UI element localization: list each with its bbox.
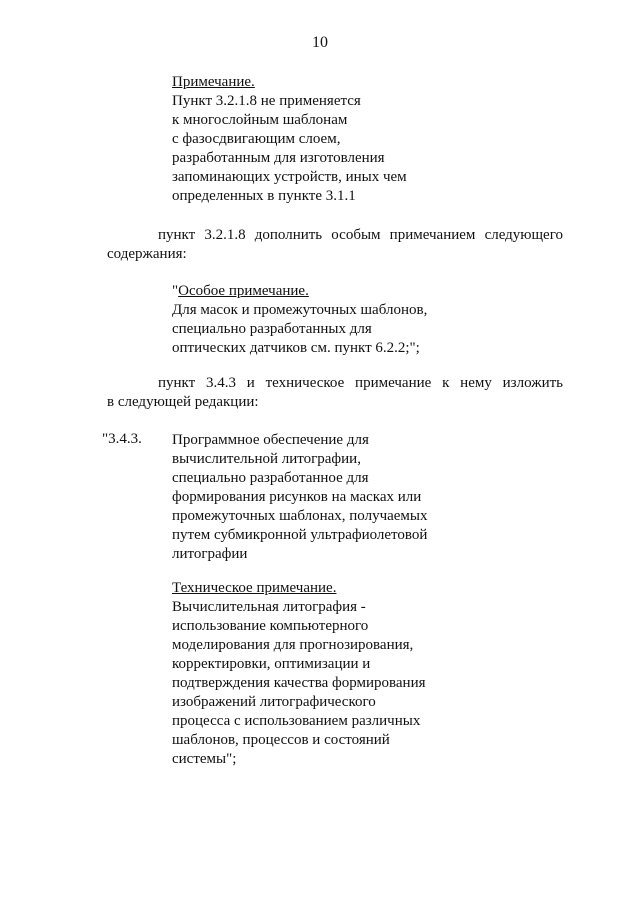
special-note-heading: Особое примечание. xyxy=(178,283,309,299)
note-line: к многослойным шаблонам xyxy=(172,112,348,128)
note-heading: Примечание. xyxy=(172,74,255,90)
item-line: литографии xyxy=(172,546,248,562)
note-line: моделирования для прогнозирования, xyxy=(172,637,414,653)
note-line: корректировки, оптимизации и xyxy=(172,656,371,672)
note-line: Для масок и промежуточных шаблонов, xyxy=(172,302,428,318)
amendment-paragraph xyxy=(107,226,563,264)
paragraph-line: содержания: xyxy=(107,246,187,262)
note-line: оптических датчиков см. пункт 6.2.2;"; xyxy=(172,340,420,356)
note-line: определенных в пункте 3.1.1 xyxy=(172,188,356,204)
item-line: путем субмикронной ультрафиолетовой xyxy=(172,527,428,543)
item-line: специально разработанное для xyxy=(172,470,369,486)
special-note-block xyxy=(172,282,552,358)
item-line: промежуточных шаблонах, получаемых xyxy=(172,508,428,524)
note-line: шаблонов, процессов и состояний xyxy=(172,732,390,748)
note-line: системы"; xyxy=(172,751,237,767)
paragraph-line: пункт 3.2.1.8 дополнить особым примечанием следующего xyxy=(158,227,563,243)
note-block xyxy=(172,73,552,206)
item-line: вычислительной литографии, xyxy=(172,451,361,467)
note-line: Вычислительная литография - xyxy=(172,599,366,615)
note-line: Пункт 3.2.1.8 не применяется xyxy=(172,93,361,109)
technical-note-block xyxy=(172,579,552,769)
item-line: Программное обеспечение для xyxy=(172,432,369,448)
item-number: "3.4.3. xyxy=(102,431,142,447)
note-line: с фазосдвигающим слоем, xyxy=(172,131,341,147)
note-line: разработанным для изготовления xyxy=(172,150,385,166)
note-line: процесса с использованием различных xyxy=(172,713,421,729)
amendment-paragraph xyxy=(107,374,563,412)
item-line: формирования рисунков на масках или xyxy=(172,489,422,505)
page-number: 10 xyxy=(312,34,328,51)
open-quote: " xyxy=(172,283,179,299)
note-line: подтверждения качества формирования xyxy=(172,675,426,691)
technical-note-heading: Техническое примечание. xyxy=(172,580,337,596)
note-line: запоминающих устройств, иных чем xyxy=(172,169,407,185)
paragraph-line: в следующей редакции: xyxy=(107,394,259,410)
paragraph-line: пункт 3.4.3 и техническое примечание к нему изложить xyxy=(158,375,563,391)
note-line: использование компьютерного xyxy=(172,618,369,634)
note-line: изображений литографического xyxy=(172,694,376,710)
item-text-block xyxy=(172,431,552,564)
note-line: специально разработанных для xyxy=(172,321,372,337)
